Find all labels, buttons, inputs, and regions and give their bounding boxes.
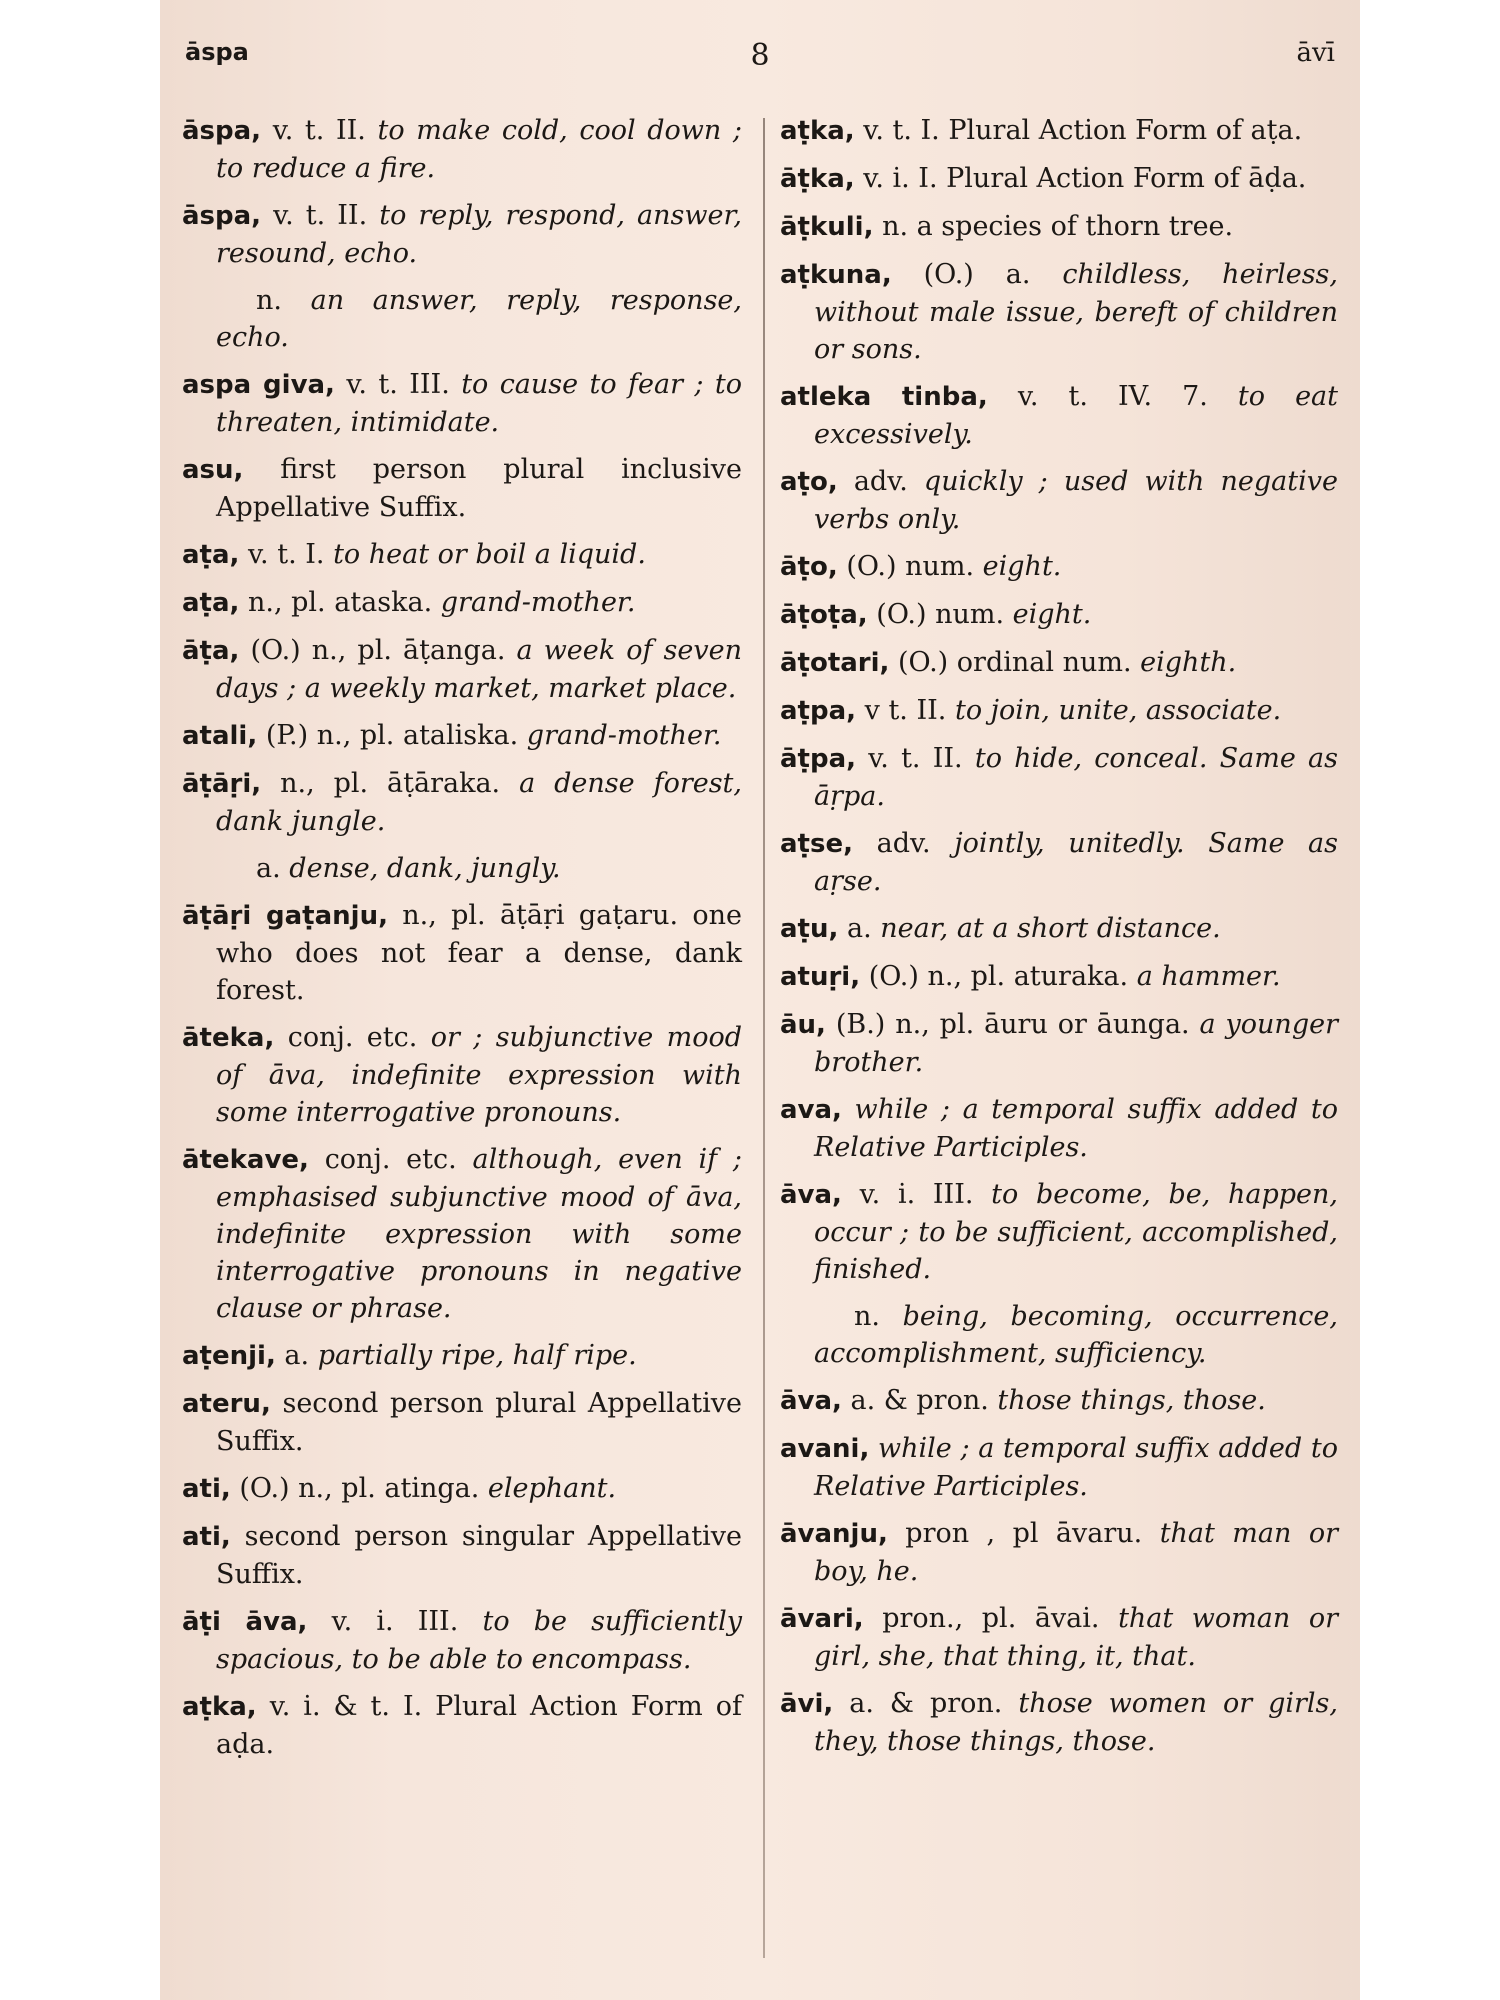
entry-grammar-info: n., pl. āṭāṛi gaṭaru. one who does not fear a dense, dank forest. xyxy=(216,900,742,1006)
entry-definition: childless, heirless, without male issue, bereft of children or sons. xyxy=(814,259,1338,365)
entry-definition: those things, those. xyxy=(997,1385,1266,1416)
dictionary-entry xyxy=(182,1518,742,1593)
entry-headword: āu, xyxy=(780,1010,826,1040)
entry-definition: to cause to fear ; to threaten, intimidate. xyxy=(216,369,742,438)
entry-definition: to heat or boil a liquid. xyxy=(333,539,646,570)
dictionary-entry xyxy=(182,1019,742,1131)
header-right-guideword: āvī xyxy=(1296,38,1335,68)
entry-definition: quickly ; used with negative verbs only. xyxy=(814,466,1338,535)
entry-definition: near, at a short distance. xyxy=(880,913,1221,944)
entry-headword: aṭkuna, xyxy=(780,260,892,290)
entry-headword: āṭoṭa, xyxy=(780,600,868,630)
dictionary-entry xyxy=(780,958,1338,996)
dictionary-entry xyxy=(780,596,1338,634)
entry-headword: ātekave, xyxy=(182,1145,309,1175)
entry-definition: a hammer. xyxy=(1136,961,1281,992)
entry-grammar-info: n. xyxy=(854,1301,880,1332)
entry-definition: to make cold, cool down ; to reduce a fire. xyxy=(216,115,742,184)
entry-definition: elephant. xyxy=(487,1473,617,1504)
entry-grammar-info: v. t. I. Plural Action Form of aṭa. xyxy=(863,115,1303,146)
entry-definition: although, even if ; emphasised subjunctive mood of āva, indefinite expression with some interrogative pronouns in negative clause or phrase. xyxy=(216,1144,742,1324)
entry-definition: an answer, reply, response, echo. xyxy=(216,285,742,353)
entry-grammar-info: first person plural inclusive Appellative Suffix. xyxy=(216,454,742,523)
dictionary-entry xyxy=(182,897,742,1009)
entry-headword: āvanju, xyxy=(780,1519,888,1549)
entry-headword: asu, xyxy=(182,455,244,485)
dictionary-entry xyxy=(780,548,1338,586)
entry-definition: to reply, respond, answer, resound, echo. xyxy=(216,200,742,269)
dictionary-entry xyxy=(182,1385,742,1460)
entry-grammar-info: second person plural Appellative Suffix. xyxy=(216,1388,742,1457)
dictionary-entry xyxy=(780,256,1338,368)
entry-definition: that man or boy, he. xyxy=(814,1518,1338,1587)
entry-headword: āṭka, xyxy=(780,164,855,194)
entry-grammar-info: v. i. III. xyxy=(331,1606,459,1637)
entry-definition: to join, unite, associate. xyxy=(954,695,1282,726)
entry-grammar-info: pron., pl. āvai. xyxy=(882,1603,1100,1634)
entry-headword: āṭāṛi, xyxy=(182,769,262,799)
entry-definition: that woman or girl, she, that thing, it, that. xyxy=(814,1603,1338,1672)
entry-headword: aṭka, xyxy=(780,116,855,146)
entry-grammar-info: v. t. II. xyxy=(272,115,366,146)
dictionary-entry xyxy=(780,1515,1338,1590)
entry-grammar-info: v. t. III. xyxy=(346,369,450,400)
entry-headword: aspa giva, xyxy=(182,370,335,400)
entry-definition: eight. xyxy=(1012,599,1092,630)
entry-definition: while ; a temporal suffix added to Relative Participles. xyxy=(814,1094,1338,1163)
dictionary-entry xyxy=(780,112,1338,150)
dictionary-entry xyxy=(780,1685,1338,1760)
entry-grammar-info: (O.) ordinal num. xyxy=(898,647,1132,678)
entry-definition: to be sufficiently spacious, to be able to encompass. xyxy=(216,1606,742,1675)
dictionary-entry xyxy=(182,717,742,755)
entry-definition: eighth. xyxy=(1140,647,1237,678)
entry-grammar-info: v. i. I. Plural Action Form of āḍa. xyxy=(863,163,1307,194)
entry-definition: to become, be, happen, occur ; to be sufficient, accomplished, finished. xyxy=(814,1179,1338,1285)
entry-grammar-info: second person singular Appellative Suffix. xyxy=(216,1521,742,1590)
dictionary-entry xyxy=(182,112,742,187)
dictionary-entry xyxy=(780,1298,1338,1372)
entry-headword: ati, xyxy=(182,1522,231,1552)
entry-definition: eight. xyxy=(982,551,1062,582)
entry-headword: ateru, xyxy=(182,1389,271,1419)
entry-grammar-info: (P.) n., pl. ataliska. xyxy=(265,720,519,751)
dictionary-entry xyxy=(182,632,742,707)
entry-grammar-info: (O.) n., pl. aturaka. xyxy=(868,961,1129,992)
entry-definition: a younger brother. xyxy=(814,1009,1338,1078)
entry-headword: aṭa, xyxy=(182,588,240,618)
dictionary-entry xyxy=(780,740,1338,815)
dictionary-entry xyxy=(780,825,1338,900)
entry-grammar-info: (O.) num. xyxy=(876,599,1005,630)
entry-grammar-info: v t. II. xyxy=(864,695,947,726)
entry-definition: partially ripe, half ripe. xyxy=(317,1340,637,1371)
right-column xyxy=(780,112,1338,1770)
dictionary-entry xyxy=(182,1603,742,1678)
entry-grammar-info: n. a species of thorn tree. xyxy=(882,211,1234,242)
dictionary-entry xyxy=(182,850,742,887)
entry-headword: āṭotari, xyxy=(780,648,890,678)
entry-definition: a week of seven days ; a weekly market, market place. xyxy=(216,635,742,704)
entry-headword: aṭse, xyxy=(780,829,853,859)
entry-grammar-info: pron , pl āvaru. xyxy=(905,1518,1143,1549)
entry-headword: āva, xyxy=(780,1180,842,1210)
entry-grammar-info: a. xyxy=(846,913,872,944)
dictionary-entry xyxy=(780,1176,1338,1288)
entry-grammar-info: conj. etc. xyxy=(287,1022,418,1053)
entry-grammar-info: v. i. & t. I. Plural Action Form of aḍa. xyxy=(216,1691,742,1760)
entry-grammar-info: v. t. I. xyxy=(248,539,325,570)
left-column xyxy=(182,112,742,1773)
entry-definition: while ; a temporal suffix added to Relative Participles. xyxy=(814,1433,1338,1502)
dictionary-entry xyxy=(182,536,742,574)
entry-grammar-info: (O.) a. xyxy=(923,259,1031,290)
dictionary-entry xyxy=(182,584,742,622)
entry-headword: avani, xyxy=(780,1434,870,1464)
entry-headword: aṭpa, xyxy=(780,696,857,726)
dictionary-entry xyxy=(182,282,742,356)
entry-grammar-info: n., pl. āṭāraka. xyxy=(280,768,501,799)
entry-headword: āṭkuli, xyxy=(780,212,874,242)
dictionary-entry xyxy=(780,910,1338,948)
entry-grammar-info: v. t. II. xyxy=(273,200,368,231)
entry-headword: aṭenji, xyxy=(182,1341,276,1371)
entry-definition: grand-mother. xyxy=(440,587,636,618)
entry-grammar-info: a. & pron. xyxy=(850,1385,989,1416)
entry-grammar-info: v. i. III. xyxy=(859,1179,974,1210)
entry-definition: grand-mother. xyxy=(526,720,722,751)
entry-grammar-info: a. & pron. xyxy=(849,1688,1003,1719)
dictionary-entry xyxy=(780,378,1338,453)
dictionary-entry xyxy=(182,451,742,526)
entry-grammar-info: conj. etc. xyxy=(324,1144,457,1175)
dictionary-entry xyxy=(182,1470,742,1508)
dictionary-page xyxy=(160,0,1360,2000)
dictionary-entry xyxy=(780,1006,1338,1081)
dictionary-entry xyxy=(182,1141,742,1327)
entry-headword: āṭo, xyxy=(780,552,838,582)
entry-headword: aṭa, xyxy=(182,540,240,570)
entry-grammar-info: (O.) num. xyxy=(846,551,975,582)
page-header xyxy=(185,38,1335,78)
dictionary-entry xyxy=(780,1430,1338,1505)
dictionary-entry xyxy=(182,197,742,272)
entry-headword: atuṛi, xyxy=(780,962,861,992)
entry-headword: aṭu, xyxy=(780,914,839,944)
entry-headword: āṭa, xyxy=(182,636,240,666)
dictionary-entry xyxy=(780,692,1338,730)
entry-grammar-info: a. xyxy=(284,1340,310,1371)
entry-headword: āṭi āva, xyxy=(182,1607,308,1637)
dictionary-entry xyxy=(182,1688,742,1763)
entry-definition: or ; subjunctive mood of āva, indefinite expression with some interrogative pronouns. xyxy=(216,1022,742,1128)
entry-grammar-info: (B.) n., pl. āuru or āunga. xyxy=(835,1009,1190,1040)
dictionary-entry xyxy=(780,1600,1338,1675)
entry-grammar-info: a. xyxy=(256,853,281,884)
entry-grammar-info: adv. xyxy=(853,466,908,497)
dictionary-entry xyxy=(780,160,1338,198)
dictionary-entry xyxy=(780,1382,1338,1420)
entry-headword: āṭāṛi gaṭanju, xyxy=(182,901,388,931)
entry-definition: being, becoming, occurrence, accomplishment, sufficiency. xyxy=(814,1301,1338,1369)
entry-headword: aṭo, xyxy=(780,467,838,497)
dictionary-entry xyxy=(780,644,1338,682)
dictionary-entry xyxy=(182,765,742,840)
entry-grammar-info: (O.) n., pl. āṭanga. xyxy=(250,635,506,666)
entry-definition: those women or girls, they, those things, those. xyxy=(814,1688,1338,1757)
entry-headword: atali, xyxy=(182,721,258,751)
dictionary-entry xyxy=(780,1091,1338,1166)
page-number: 8 xyxy=(750,38,770,73)
entry-definition: to hide, conceal. Same as āṛpa. xyxy=(814,743,1338,812)
entry-headword: āteka, xyxy=(182,1023,275,1053)
column-divider xyxy=(763,118,765,1958)
entry-headword: atleka tinba, xyxy=(780,382,988,412)
entry-grammar-info: v. t. II. xyxy=(868,743,963,774)
entry-headword: āspa, xyxy=(182,116,262,146)
header-left-guideword: āspa xyxy=(185,38,249,66)
entry-grammar-info: n., pl. ataska. xyxy=(248,587,433,618)
dictionary-entry xyxy=(780,463,1338,538)
entry-headword: āspa, xyxy=(182,201,262,231)
dictionary-entry xyxy=(182,366,742,441)
entry-grammar-info: adv. xyxy=(876,828,931,859)
entry-grammar-info: n. xyxy=(256,285,282,316)
entry-headword: āva, xyxy=(780,1386,842,1416)
entry-headword: aṭka, xyxy=(182,1692,257,1722)
entry-definition: dense, dank, jungly. xyxy=(289,853,561,884)
entry-headword: āṭpa, xyxy=(780,744,857,774)
entry-headword: āvi, xyxy=(780,1689,834,1719)
entry-headword: ava, xyxy=(780,1095,842,1125)
entry-headword: āvari, xyxy=(780,1604,864,1634)
entry-grammar-info: v. t. IV. 7. xyxy=(1017,381,1208,412)
entry-headword: ati, xyxy=(182,1474,231,1504)
entry-definition: a dense forest, dank jungle. xyxy=(216,768,742,837)
entry-definition: jointly, unitedly. Same as aṛse. xyxy=(814,828,1338,897)
entry-definition: to eat excessively. xyxy=(814,381,1338,450)
dictionary-entry xyxy=(182,1337,742,1375)
entry-grammar-info: (O.) n., pl. atinga. xyxy=(239,1473,480,1504)
dictionary-entry xyxy=(780,208,1338,246)
